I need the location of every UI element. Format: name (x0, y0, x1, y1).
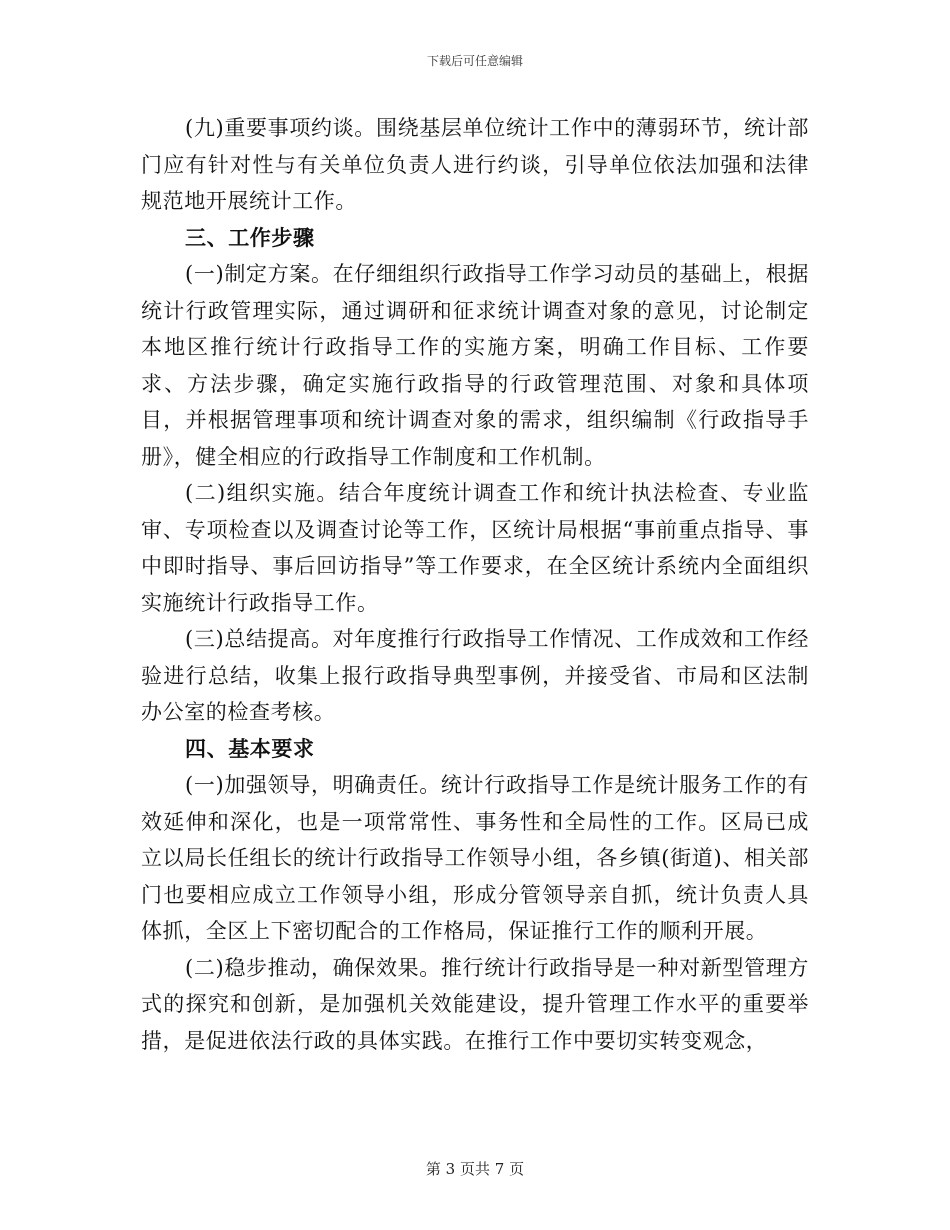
page-number-footer: 第 3 页共 7 页 (425, 1160, 525, 1178)
section-heading-work-steps: 三、工作步骤 (185, 224, 315, 250)
section-heading-basic-requirements: 四、基本要求 (185, 735, 315, 761)
paragraph-strengthen-leadership: (一)加强领导，明确责任。统计行政指导工作是统计服务工作的有效延伸和深化，也是一项常常性、事务性和全局性的工作。区局已成立以局长任组长的统计行政指导工作领导小组，各乡镇(街道)、相关部门也要相应成立工作领导小组，形成分管领导亲自抓，统计负责人具体抓，全区上下密切配合的工作格局，保证推行工作的顺利开展。 (141, 773, 809, 943)
paragraph-summarize-improve: (三)总结提高。对年度推行行政指导工作情况、工作成效和工作经验进行总结，收集上报行政指导典型事例，并接受省、市局和区法制办公室的检查考核。 (141, 627, 809, 724)
paragraph-make-plan: (一)制定方案。在仔细组织行政指导工作学习动员的基础上，根据统计行政管理实际，通过调研和征求统计调查对象的意见，讨论制定本地区推行统计行政指导工作的实施方案，明确工作目标、工作要求、方法步骤，确定实施行政指导的行政管理范围、对象和具体项目，并根据管理事项和统计调查对象的需求，组织编制《行政指导手册》，健全相应的行政指导工作制度和工作机制。 (141, 262, 809, 469)
paragraph-steady-progress: (二)稳步推动，确保效果。推行统计行政指导是一种对新型管理方式的探究和创新，是加强机关效能建设，提升管理工作水平的重要举措，是促进依法行政的具体实践。在推行工作中要切实转变观念， (141, 955, 809, 1053)
paragraph-important-interview: (九)重要事项约谈。围绕基层单位统计工作中的薄弱环节，统计部门应有针对性与有关单位负责人进行约谈，引导单位依法加强和法律规范地开展统计工作。 (141, 116, 809, 213)
document-body (141, 110, 809, 1059)
paragraph-organize-implementation: (二)组织实施。结合年度统计调查工作和统计执法检查、专业监审、专项检查以及调查讨论等工作，区统计局根据“事前重点指导、事中即时指导、事后回访指导”等工作要求，在全区统计系统内全面组织实施统计行政指导工作。 (141, 481, 809, 615)
page-header: 下载后可任意编辑 (426, 54, 523, 68)
